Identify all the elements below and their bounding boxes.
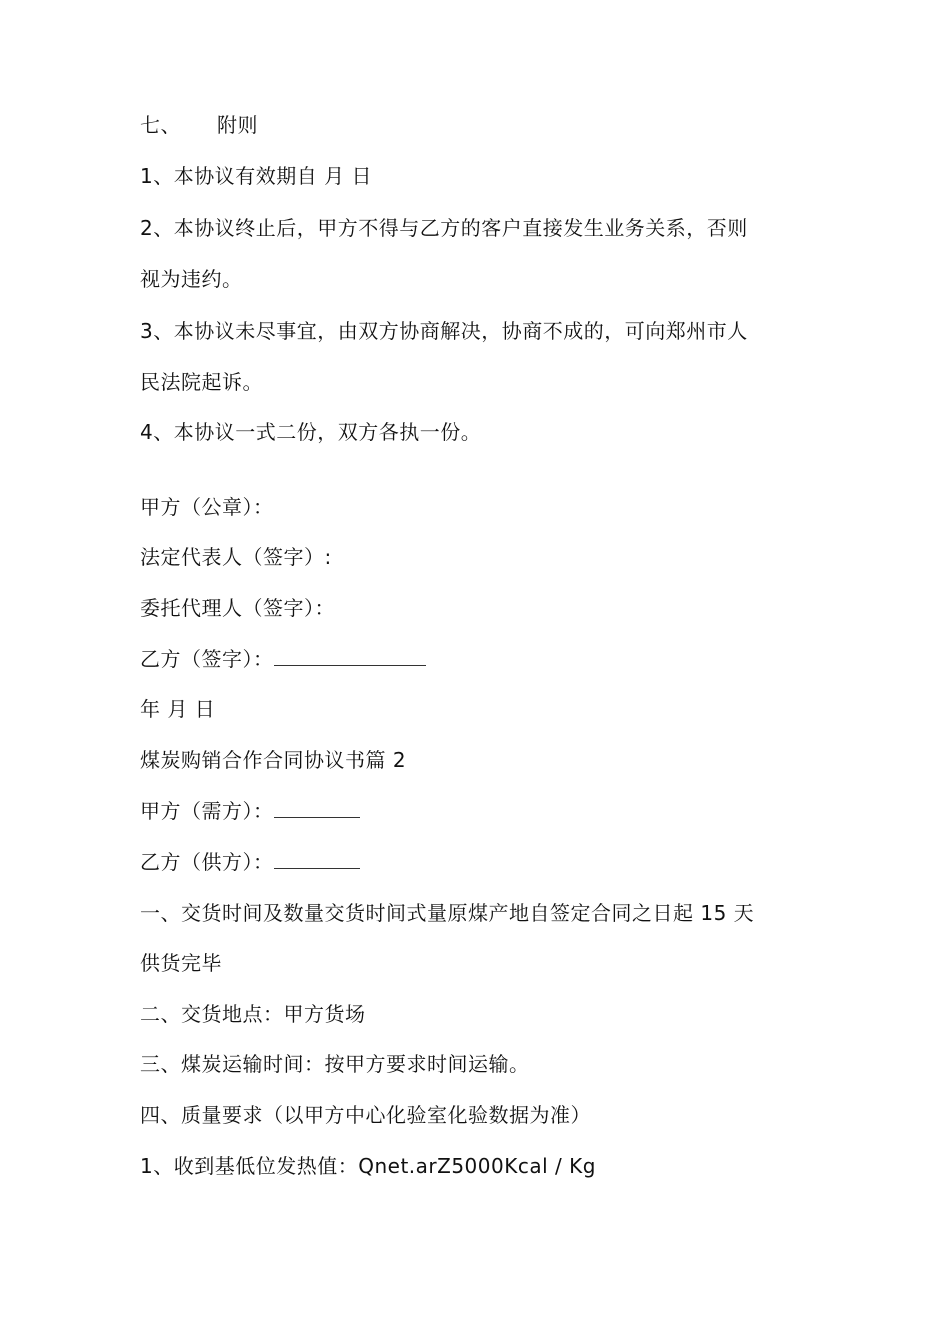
party-b-blank-line [274, 850, 360, 869]
paragraph-dispute-line2: 民法院起诉。 [140, 370, 263, 394]
signature-legal-representative: 法定代表人（签字）: [140, 545, 332, 569]
paragraph-termination-line2: 视为违约。 [140, 267, 243, 291]
signature-agent: 委托代理人（签字）： [140, 596, 335, 620]
section-number: 七、 [140, 113, 181, 137]
signature-party-a: 甲方（公章）： [140, 495, 274, 519]
clause-delivery-time-line2: 供货完毕 [140, 951, 222, 975]
signature-party-b [140, 647, 426, 671]
signature-date: 年 月 日 [140, 697, 216, 721]
party-b-supplier-label: 乙方（供方）： [140, 850, 274, 874]
clause-calorific-value: 1、收到基低位发热值：Qnet.arZ5000Kcal / Kg [140, 1154, 596, 1178]
contract-title: 煤炭购销合作合同协议书篇 2 [140, 748, 407, 772]
paragraph-dispute-line1: 3、本协议未尽事宜，由双方协商解决，协商不成的，可向郑州市人 [140, 319, 748, 343]
signature-blank-line [274, 647, 426, 666]
party-a-blank-line [274, 799, 360, 818]
party-a-demander-label: 甲方（需方）： [140, 799, 274, 823]
section-heading [140, 113, 258, 137]
signature-party-b-label: 乙方（签字）： [140, 647, 274, 671]
clause-delivery-place: 二、交货地点：甲方货场 [140, 1002, 366, 1026]
paragraph-copies: 4、本协议一式二份，双方各执一份。 [140, 420, 482, 444]
paragraph-validity: 1、本协议有效期自 月 日 [140, 164, 372, 188]
section-title: 附则 [217, 113, 258, 137]
party-b-supplier [140, 850, 360, 874]
paragraph-termination-line1: 2、本协议终止后，甲方不得与乙方的客户直接发生业务关系，否则 [140, 216, 748, 240]
clause-delivery-time-line1: 一、交货时间及数量交货时间式量原煤产地自签定合同之日起 15 天 [140, 901, 755, 925]
clause-quality: 四、质量要求（以甲方中心化验室化验数据为准） [140, 1103, 591, 1127]
clause-transport-time: 三、煤炭运输时间：按甲方要求时间运输。 [140, 1052, 530, 1076]
party-a-demander [140, 799, 360, 823]
